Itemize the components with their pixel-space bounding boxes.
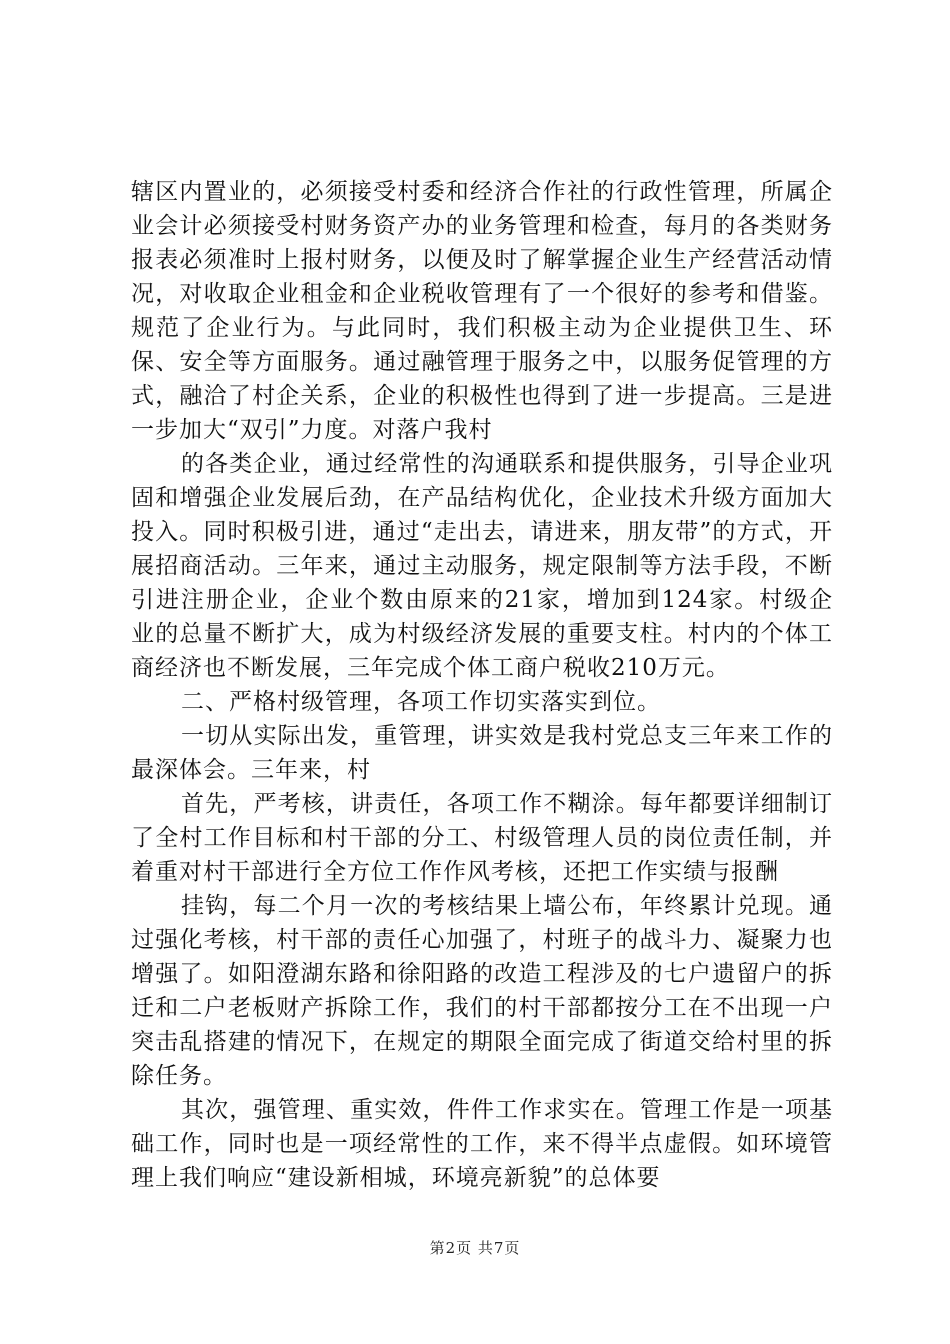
section-heading: 二、严格村级管理，各项工作切实落实到位。 [181, 689, 661, 715]
paragraph: 辖区内置业的，必须接受村委和经济合作社的行政性管理，所属企业会计必须接受村财务资产办的业务管理和检查，每月的各类财务报表必须准时上报村财务，以便及时了解掌握企业生产经营活动情况，对收取企业租金和企业税收管理有了一个很好的参考和借鉴。规范了企业行为。与此同时，我们积极主动为企业提供卫生、环保、安全等方面服务。通过融管理于服务之中，以服务促管理的方式，融洽了村企关系，企业的积极性也得到了进一步提高。三是进一步加大“双引”力度。对落户我村 [131, 179, 833, 443]
paragraph: 一切从实际出发，重管理，讲实效是我村党总支三年来工作的最深体会。三年来，村 [131, 723, 833, 783]
page-number-footer: 第2页 共7页 [429, 1239, 521, 1257]
paragraph: 挂钩，每二个月一次的考核结果上墙公布，年终累计兑现。通过强化考核，村干部的责任心加强了，村班子的战斗力、凝聚力也增强了。如阳澄湖东路和徐阳路的改造工程涉及的七户遗留户的拆迁和二户老板财产拆除工作，我们的村干部都按分工在不出现一户突击乱搭建的情况下，在规定的期限全面完成了街道交给村里的拆除任务。 [131, 893, 833, 1089]
paragraph: 的各类企业，通过经常性的沟通联系和提供服务，引导企业巩固和增强企业发展后劲，在产品结构优化，企业技术升级方面加大投入。同时积极引进，通过“走出去，请进来，朋友带”的方式，开展招商活动。三年来，通过主动服务，规定限制等方法手段，不断引进注册企业，企业个数由原来的21家，增加到124家。村级企业的总量不断扩大，成为村级经济发展的重要支柱。村内的个体工商经济也不断发展，三年完成个体工商户税收210万元。 [131, 451, 833, 681]
paragraph: 首先，严考核，讲责任，各项工作不糊涂。每年都要详细制订了全村工作目标和村干部的分工、村级管理人员的岗位责任制，并着重对村干部进行全方位工作作风考核，还把工作实绩与报酬 [131, 791, 833, 885]
document-body [131, 175, 833, 1195]
paragraph: 其次，强管理、重实效，件件工作求实在。管理工作是一项基础工作，同时也是一项经常性的工作，来不得半点虚假。如环境管理上我们响应“建设新相城，环境亮新貌”的总体要 [131, 1097, 833, 1191]
